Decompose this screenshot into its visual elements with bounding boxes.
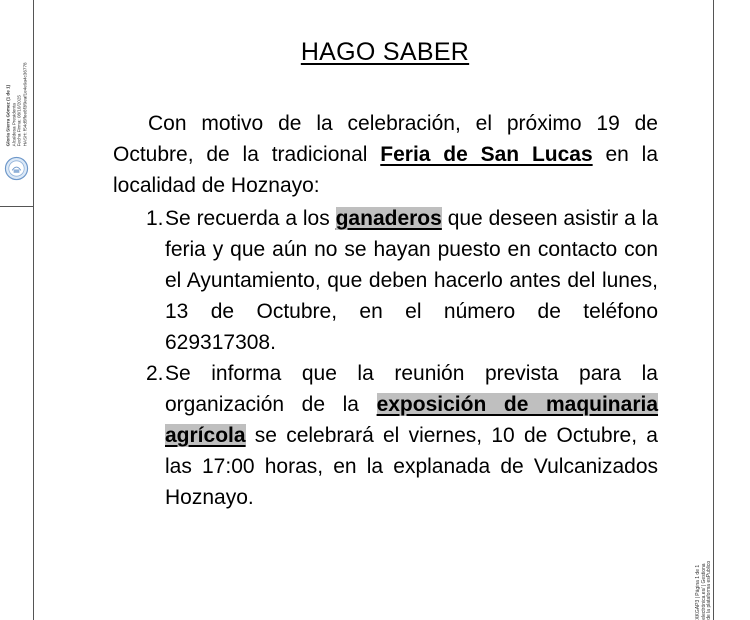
signer-role: Alcaldesa Presidenta (11, 102, 17, 146)
list-number: 1. (146, 207, 164, 230)
sign-date: Fecha Firma: 08/10/2025 (16, 94, 22, 146)
verification-line-2: electrónica.es/ | Gestiona (700, 563, 707, 620)
highlighted-keyword: exposición de maquinaria agrícola (165, 393, 659, 447)
municipal-seal-icon (4, 156, 29, 181)
fair-name: Feria de San Lucas (380, 143, 593, 166)
highlighted-keyword: ganaderos (335, 207, 442, 230)
signature-margin (0, 0, 34, 620)
intro-paragraph: Con motivo de la celebración, el próximo 19 de Octubre, de la tradicional Feria de San Lucas en la localidad de Hoznayo: (113, 112, 659, 197)
signer-name: Gloria Sierra Gómez (1 de 1) (5, 84, 11, 146)
document-body (113, 108, 658, 513)
list-number: 2. (146, 362, 164, 385)
signature-box-bottom-line (0, 206, 34, 207)
document-title: HAGO SABER (300, 38, 470, 66)
signature-info (5, 6, 28, 146)
list-item: 1. Se recuerda a los ganaderos que deseen asistir a la feria y que aún no se hayan puesto en contacto con el Ayuntamiento, que deben hacerlo antes del lunes, 13 de Octubre, en el número de teléfono 629317308. (113, 203, 658, 358)
verification-line-1: XKGAP3 | Página 1 de 1 (695, 565, 702, 620)
signature-hash: HASH: f54d5ffee8f3f9eaf1e4e9a4c36778 (22, 62, 28, 146)
left-margin-line (33, 0, 34, 620)
list-item: 2. Se informa que la reunión prevista para la organización de la exposición de maquinaria agrícola se celebrará el viernes, 10 de Octubre, a las 17:00 horas, en la explanada de Vulcanizados Hoznayo. (113, 358, 658, 513)
verification-info (695, 440, 714, 620)
verification-line-3: de la plataforma esPublico (706, 561, 713, 620)
notice-list (113, 203, 658, 513)
